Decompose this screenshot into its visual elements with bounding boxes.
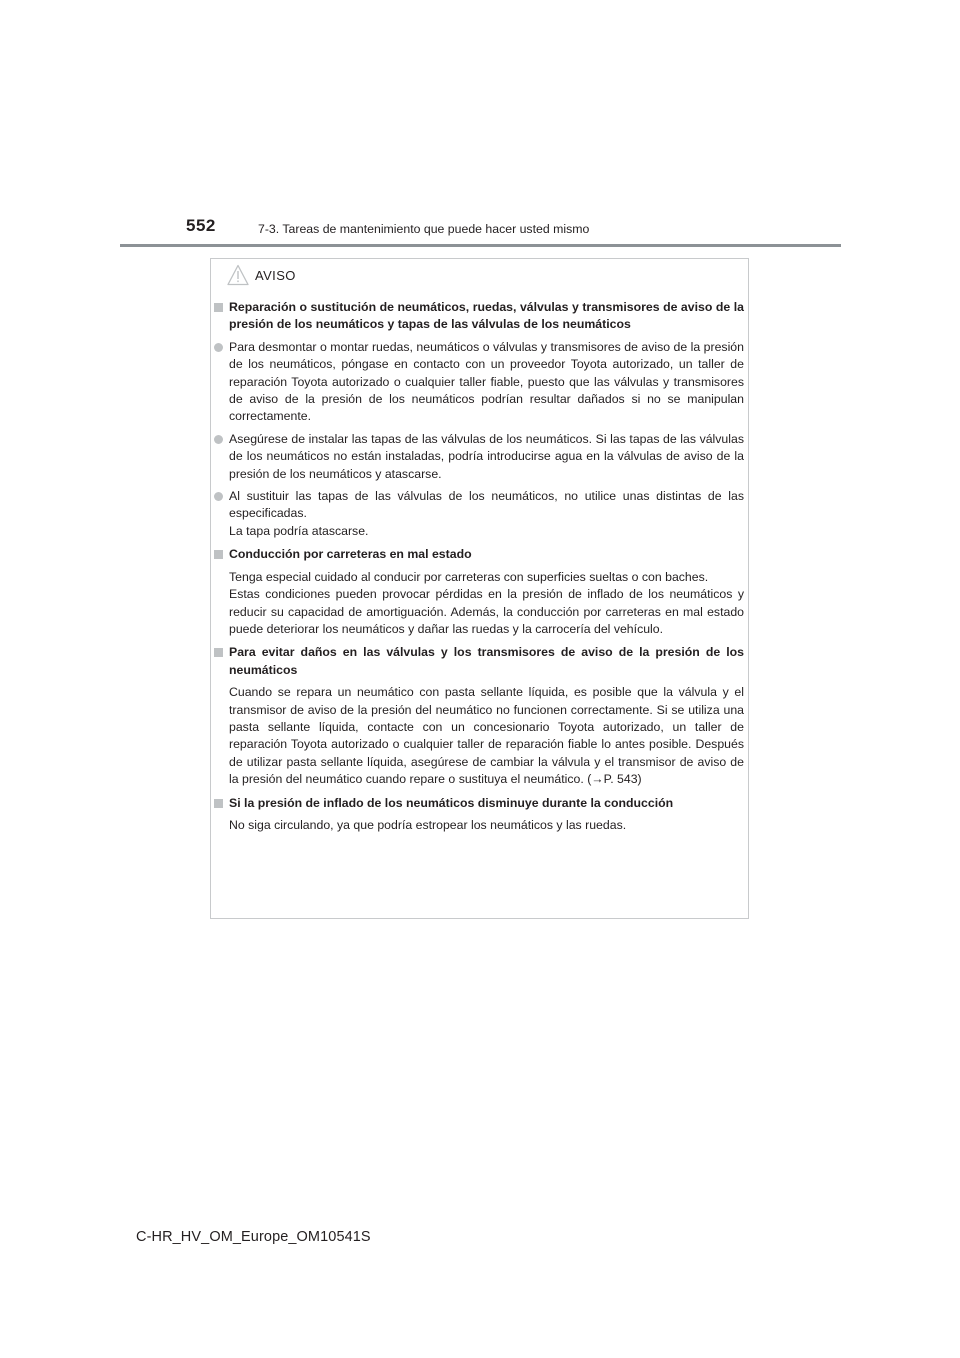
paragraph: Estas condiciones pueden provocar pérdidas en la presión de inflado de los neumáticos y reducir su capacidad de amortiguación. Además, la conducción por carreteras en mal estado puede deteriorar los neumáticos y dañar las ruedas y la carrocería del vehículo. xyxy=(229,587,744,636)
warning-header xyxy=(227,262,296,288)
section-heading-text: Si la presión de inflado de los neumáticos disminuye durante la conducción xyxy=(229,795,674,810)
header-rule xyxy=(120,244,841,247)
bullet-text-extra: La tapa podría atascarse. xyxy=(229,523,369,538)
section-heading xyxy=(214,795,744,812)
paragraph: No siga circulando, ya que podría estropear los neumáticos y las ruedas. xyxy=(229,817,627,832)
bullet-item xyxy=(214,339,744,426)
round-bullet-icon xyxy=(214,492,223,501)
section-heading xyxy=(214,644,744,679)
footer-document-id: C-HR_HV_OM_Europe_OM10541S xyxy=(136,1229,371,1245)
square-bullet-icon xyxy=(214,550,223,559)
page-number: 552 xyxy=(186,216,216,235)
square-bullet-icon xyxy=(214,303,223,312)
section-heading-text: Para evitar daños en las válvulas y los transmisores de aviso de la presión de los neumáticos xyxy=(229,645,744,677)
warning-triangle-icon xyxy=(227,264,249,286)
square-bullet-icon xyxy=(214,799,223,808)
paragraph: Tenga especial cuidado al conducir por carreteras con superficies sueltas o con baches. xyxy=(229,569,709,584)
section-heading-text: Conducción por carreteras en mal estado xyxy=(229,547,472,562)
bullet-text: Al sustituir las tapas de las válvulas de los neumáticos, no utilice unas distintas de las especificadas. xyxy=(229,489,744,521)
warning-body xyxy=(214,299,744,834)
bullet-item xyxy=(214,431,744,483)
bullet-item xyxy=(214,488,744,540)
section-title: 7-3. Tareas de mantenimiento que puede hacer usted mismo xyxy=(258,222,590,236)
section-heading xyxy=(214,546,744,563)
square-bullet-icon xyxy=(214,648,223,657)
round-bullet-icon xyxy=(214,435,223,444)
round-bullet-icon xyxy=(214,343,223,352)
warning-box xyxy=(210,258,749,919)
section-heading xyxy=(214,299,744,334)
bullet-text: Para desmontar o montar ruedas, neumáticos o válvulas y transmisores de aviso de la presión de los neumáticos, póngase en contacto con un proveedor Toyota autorizado, un taller de reparación Toyota autorizado o cualquier taller fiable, puesto que las válvulas y transmisores de aviso de la presión de los neumáticos podrían resultar dañados si no se manipulan correctamente. xyxy=(229,339,744,424)
bullet-text: Asegúrese de instalar las tapas de las válvulas de los neumáticos. Si las tapas de las válvulas de los neumáticos no están instaladas, podría introducirse agua en la válvulas de aviso de la presión de los neumáticos y atascarse. xyxy=(229,431,744,481)
section-heading-text: Reparación o sustitución de neumáticos, ruedas, válvulas y transmisores de aviso de la presión de los neumáticos y tapas de las válvulas de los neumáticos xyxy=(229,300,744,332)
warning-title: AVISO xyxy=(255,267,296,283)
paragraph: Cuando se repara un neumático con pasta sellante líquida, es posible que la válvula y el transmisor de aviso de la presión del neumático no funcionen correctamente. Si se utiliza una pasta sellante líquida, contacte con un concesionario Toyota autorizado, un taller de reparación Toyota autorizado o cualquier taller de reparación fiable lo antes posible. Después de utilizar pasta sellante líquida, asegúrese de cambiar la válvula y el transmisor de aviso de la presión del neumático cuando repare o sustituya el neumático. (→P. 543) xyxy=(229,685,744,787)
